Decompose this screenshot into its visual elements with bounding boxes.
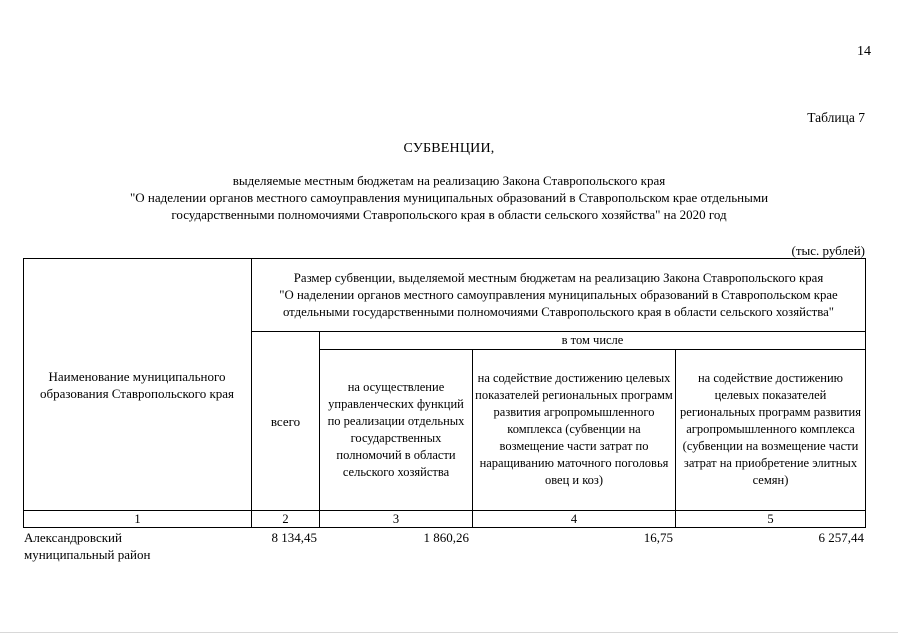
units-label: (тыс. рублей) — [791, 243, 865, 258]
column-number-3: 3 — [392, 511, 400, 526]
column-number-2: 2 — [282, 511, 289, 526]
total-divider — [319, 331, 320, 528]
group-header-line-2: "О наделении органов местного самоуправления муниципальных образований в Ставропольском крае — [279, 287, 838, 302]
header-col3-admin-functions: на осуществление управленческих функций по реализации отдельных государственных полномочий в области сельского хозяйства — [327, 379, 465, 479]
col4-divider — [675, 349, 676, 528]
column-number-4: 4 — [570, 511, 578, 526]
table-border-left — [23, 258, 24, 528]
row-name-line-2: муниципальный район — [24, 547, 151, 562]
table-label: Таблица 7 — [807, 110, 865, 125]
row-col3-value: 1 860,26 — [423, 530, 469, 545]
header-total: всего — [270, 413, 301, 429]
group-header-line-1: Размер субвенции, выделяемой местным бюджетам на реализацию Закона Ставропольского края — [293, 270, 824, 285]
table-border-bottom — [23, 527, 866, 528]
column-number-1: 1 — [134, 511, 141, 526]
subtitle-line-2: "О наделении органов местного самоуправления муниципальных образований в Ставропольском крае отдельными — [129, 190, 769, 205]
row-col4-value: 16,75 — [643, 530, 673, 545]
col3-divider — [472, 349, 473, 528]
subtitle-line-3: государственными полномочиями Ставропольского края в области сельского хозяйства" на 2020 год — [171, 207, 727, 222]
scan-edge-line — [0, 632, 898, 633]
including-divider — [319, 349, 866, 350]
page-number: 14 — [857, 44, 871, 59]
header-subsidy-group — [252, 262, 865, 328]
column-number-5: 5 — [767, 511, 774, 526]
subtitle-line-1: выделяемые местным бюджетам на реализацию Закона Ставропольского края — [232, 173, 666, 188]
row-col5-value: 6 257,44 — [818, 530, 864, 545]
row-total-value: 8 134,45 — [271, 530, 317, 545]
document-title: СУБВЕНЦИИ, — [403, 141, 495, 156]
table-border-right — [865, 258, 866, 528]
header-col5-elite-seeds: на содействие достижению целевых показателей региональных программ развития агропромышленного комплекса (субвенции на возмещение части затрат на приобретение элитных семян) — [680, 371, 861, 487]
header-including: в том числе — [561, 333, 624, 347]
header-municipality-name: Наименование муниципального образования Ставропольского края — [39, 368, 235, 401]
header-col4-sheep-goats: на содействие достижению целевых показателей региональных программ развития агропромышленного комплекса (субвенции на возмещение части затрат по наращиванию маточного поголовья овец и коз) — [475, 371, 673, 487]
group-header-line-3: отдельными государственными полномочиями Ставропольского края в области сельского хозяйства" — [282, 304, 835, 319]
row-name-line-1: Александровский — [24, 530, 122, 545]
